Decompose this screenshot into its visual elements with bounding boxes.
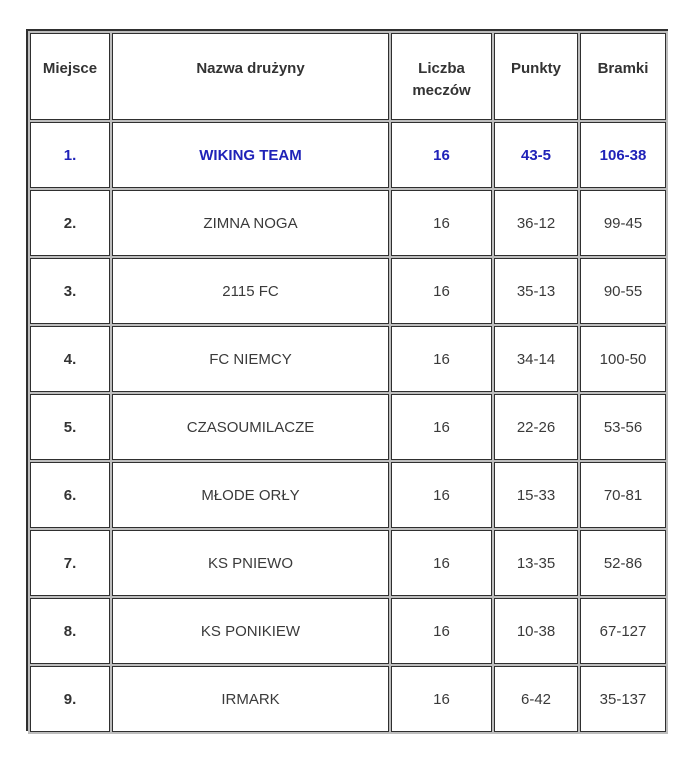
row-goals: 99-45 (580, 190, 666, 256)
table-row (30, 462, 666, 528)
row-place: 4. (30, 326, 110, 392)
header-row (30, 33, 666, 120)
header-place: Miejsce (30, 33, 110, 120)
row-points: 22-26 (494, 394, 578, 460)
row-matches: 16 (391, 258, 492, 324)
row-goals: 90-55 (580, 258, 666, 324)
row-points: 36-12 (494, 190, 578, 256)
row-points: 13-35 (494, 530, 578, 596)
row-team: CZASOUMILACZE (112, 394, 389, 460)
row-place: 6. (30, 462, 110, 528)
header-points: Punkty (494, 33, 578, 120)
table-row (30, 598, 666, 664)
row-matches: 16 (391, 326, 492, 392)
row-goals: 52-86 (580, 530, 666, 596)
row-team: MŁODE ORŁY (112, 462, 389, 528)
row-place: 5. (30, 394, 110, 460)
row-place: 7. (30, 530, 110, 596)
row-points: 35-13 (494, 258, 578, 324)
row-points: 6-42 (494, 666, 578, 732)
table-row (30, 394, 666, 460)
row-place: 3. (30, 258, 110, 324)
row-matches: 16 (391, 666, 492, 732)
row-goals: 100-50 (580, 326, 666, 392)
table-row (30, 122, 666, 188)
row-matches: 16 (391, 530, 492, 596)
row-matches: 16 (391, 394, 492, 460)
row-team: IRMARK (112, 666, 389, 732)
row-goals: 35-137 (580, 666, 666, 732)
table-row (30, 666, 666, 732)
row-points: 34-14 (494, 326, 578, 392)
row-matches: 16 (391, 462, 492, 528)
row-place: 8. (30, 598, 110, 664)
table-row (30, 258, 666, 324)
header-matches-label: Liczba meczów (412, 60, 471, 99)
row-team: ZIMNA NOGA (112, 190, 389, 256)
row-points: 43-5 (494, 122, 578, 188)
row-goals: 106-38 (580, 122, 666, 188)
row-goals: 67-127 (580, 598, 666, 664)
row-goals: 70-81 (580, 462, 666, 528)
header-matches (391, 33, 492, 120)
row-matches: 16 (391, 598, 492, 664)
row-team: KS PNIEWO (112, 530, 389, 596)
table-row (30, 530, 666, 596)
row-matches: 16 (391, 122, 492, 188)
standings-table (26, 29, 668, 731)
row-team: FC NIEMCY (112, 326, 389, 392)
row-team: 2115 FC (112, 258, 389, 324)
row-matches: 16 (391, 190, 492, 256)
row-place: 9. (30, 666, 110, 732)
table-row (30, 326, 666, 392)
row-team: KS PONIKIEW (112, 598, 389, 664)
header-goals: Bramki (580, 33, 666, 120)
row-points: 10-38 (494, 598, 578, 664)
standings-grid (28, 31, 668, 734)
row-place: 2. (30, 190, 110, 256)
row-team: WIKING TEAM (112, 122, 389, 188)
row-points: 15-33 (494, 462, 578, 528)
row-goals: 53-56 (580, 394, 666, 460)
row-place: 1. (30, 122, 110, 188)
header-team-name: Nazwa drużyny (112, 33, 389, 120)
table-row (30, 190, 666, 256)
